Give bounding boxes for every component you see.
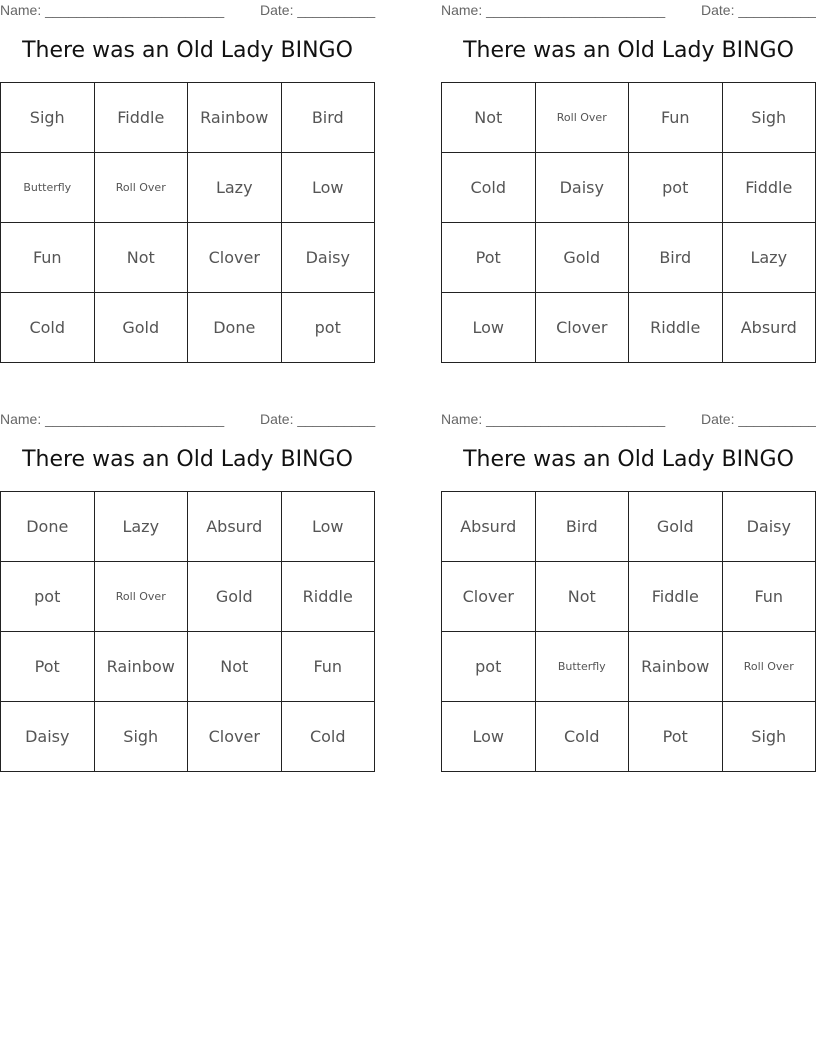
bingo-cell: Fun: [629, 83, 723, 153]
card-title: There was an Old Lady BINGO: [463, 447, 794, 472]
bingo-cell: Cold: [1, 293, 95, 363]
bingo-cell: Fiddle: [629, 562, 723, 632]
grid-row: [1, 562, 375, 632]
grid-row: [442, 153, 816, 223]
bingo-cell: Daisy: [722, 492, 816, 562]
bingo-cell: Pot: [629, 702, 723, 772]
grid-row: [1, 83, 375, 153]
grid-row: [1, 223, 375, 293]
bingo-cell: Rainbow: [629, 632, 723, 702]
bingo-cell: Pot: [442, 223, 536, 293]
bingo-cell: Lazy: [188, 153, 282, 223]
bingo-cell: Bird: [535, 492, 629, 562]
bingo-cell: pot: [281, 293, 375, 363]
bingo-cell: Bird: [281, 83, 375, 153]
bingo-cell: Butterfly: [535, 632, 629, 702]
card-header: [0, 409, 375, 429]
bingo-cell: Daisy: [281, 223, 375, 293]
bingo-cell: Cold: [535, 702, 629, 772]
bingo-cell: Daisy: [535, 153, 629, 223]
grid-row: [442, 632, 816, 702]
name-field-label: Name: _______________________: [0, 411, 225, 427]
bingo-cell: Sigh: [94, 702, 188, 772]
grid-row: [442, 293, 816, 363]
bingo-grid: [441, 82, 816, 363]
name-field-label: Name: _______________________: [441, 411, 666, 427]
name-field-label: Name: _______________________: [441, 2, 666, 18]
bingo-cell: Rainbow: [188, 83, 282, 153]
card-header: [441, 0, 816, 20]
card-title: There was an Old Lady BINGO: [463, 38, 794, 63]
grid-row: [1, 492, 375, 562]
bingo-cell: Roll Over: [94, 153, 188, 223]
grid-row: [442, 562, 816, 632]
bingo-cell: pot: [442, 632, 536, 702]
bingo-cell: Sigh: [722, 83, 816, 153]
bingo-cell: Cold: [442, 153, 536, 223]
grid-row: [1, 153, 375, 223]
bingo-cell: Absurd: [188, 492, 282, 562]
bingo-cell: Low: [442, 293, 536, 363]
bingo-cell: Roll Over: [722, 632, 816, 702]
bingo-cell: Not: [535, 562, 629, 632]
bingo-grid: [0, 491, 375, 772]
bingo-cell: Sigh: [722, 702, 816, 772]
bingo-cell: Roll Over: [94, 562, 188, 632]
bingo-cell: Done: [1, 492, 95, 562]
bingo-cell: pot: [629, 153, 723, 223]
bingo-cell: Clover: [535, 293, 629, 363]
bingo-cell: Absurd: [722, 293, 816, 363]
bingo-cell: Done: [188, 293, 282, 363]
bingo-grid: [0, 82, 375, 363]
bingo-cell: Fun: [281, 632, 375, 702]
grid-row: [1, 702, 375, 772]
bingo-cell: Gold: [629, 492, 723, 562]
date-field-label: Date: __________: [260, 2, 376, 18]
bingo-cell: Low: [281, 492, 375, 562]
bingo-cell: Not: [188, 632, 282, 702]
card-header: [441, 409, 816, 429]
bingo-cell: Lazy: [94, 492, 188, 562]
bingo-cell: Rainbow: [94, 632, 188, 702]
bingo-cell: Gold: [535, 223, 629, 293]
bingo-cell: Not: [442, 83, 536, 153]
bingo-cell: Clover: [188, 223, 282, 293]
bingo-cell: Sigh: [1, 83, 95, 153]
bingo-grid: [441, 491, 816, 772]
bingo-cell: Gold: [94, 293, 188, 363]
date-field-label: Date: __________: [701, 2, 816, 18]
date-field-label: Date: __________: [701, 411, 816, 427]
grid-row: [1, 632, 375, 702]
bingo-cell: Pot: [1, 632, 95, 702]
bingo-cell: Roll Over: [535, 83, 629, 153]
bingo-cell: Butterfly: [1, 153, 95, 223]
bingo-cell: pot: [1, 562, 95, 632]
bingo-cell: Lazy: [722, 223, 816, 293]
grid-row: [442, 702, 816, 772]
card-title: There was an Old Lady BINGO: [22, 38, 353, 63]
bingo-cell: Not: [94, 223, 188, 293]
card-header: [0, 0, 375, 20]
grid-row: [442, 492, 816, 562]
card-title: There was an Old Lady BINGO: [22, 447, 353, 472]
bingo-cell: Clover: [188, 702, 282, 772]
grid-row: [1, 293, 375, 363]
bingo-cell: Fun: [1, 223, 95, 293]
name-field-label: Name: _______________________: [0, 2, 225, 18]
bingo-cell: Cold: [281, 702, 375, 772]
bingo-cell: Bird: [629, 223, 723, 293]
bingo-cell: Fun: [722, 562, 816, 632]
grid-row: [442, 223, 816, 293]
bingo-cell: Fiddle: [94, 83, 188, 153]
bingo-cell: Riddle: [281, 562, 375, 632]
bingo-cell: Clover: [442, 562, 536, 632]
bingo-cell: Riddle: [629, 293, 723, 363]
bingo-cell: Daisy: [1, 702, 95, 772]
bingo-cell: Low: [281, 153, 375, 223]
bingo-cell: Fiddle: [722, 153, 816, 223]
bingo-cell: Absurd: [442, 492, 536, 562]
grid-row: [442, 83, 816, 153]
bingo-cell: Gold: [188, 562, 282, 632]
date-field-label: Date: __________: [260, 411, 376, 427]
bingo-cell: Low: [442, 702, 536, 772]
